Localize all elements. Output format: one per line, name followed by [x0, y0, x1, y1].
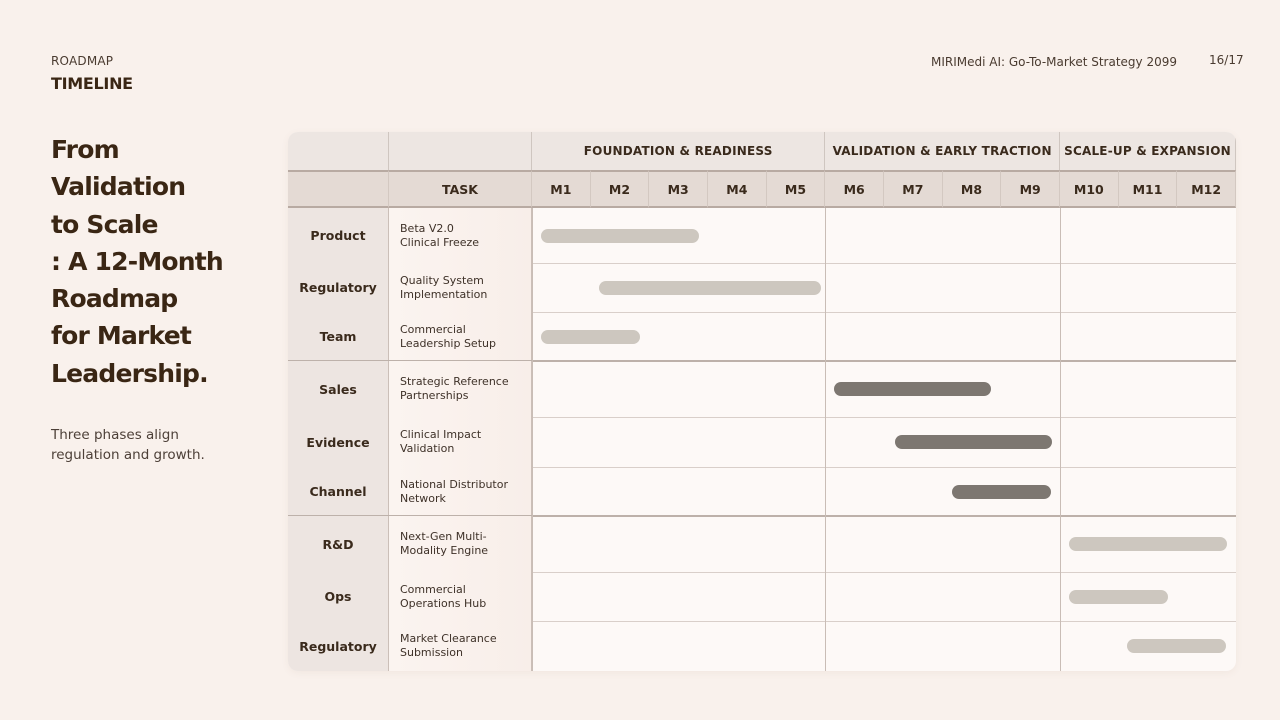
- category-cell: R&D: [288, 516, 389, 572]
- task-cell: [389, 312, 532, 361]
- document-title: MIRIMedi AI: Go-To-Market Strategy 2099: [931, 55, 1177, 69]
- category-cell: Sales: [288, 361, 389, 417]
- task-label: Commercial Operations Hub: [400, 582, 487, 610]
- month-header: M10: [1060, 170, 1119, 208]
- task-cell: [389, 361, 532, 417]
- task-label: Commercial Leadership Setup: [400, 322, 496, 350]
- month-header: M1: [532, 170, 591, 208]
- category-cell: Channel: [288, 467, 389, 516]
- page-number: 16/17: [1209, 53, 1244, 67]
- gantt-bar[interactable]: [541, 229, 699, 243]
- phase-divider: [532, 208, 533, 671]
- headline-line: for Market: [51, 321, 192, 351]
- headline-line: : A 12-Month: [51, 246, 223, 276]
- category-cell: Team: [288, 312, 389, 361]
- task-cell: [389, 467, 532, 516]
- task-cell: [389, 417, 532, 467]
- headline-line: Leadership.: [51, 358, 208, 388]
- task-label: Strategic Reference Partnerships: [400, 375, 509, 402]
- header-blank: [288, 132, 389, 170]
- month-header: M9: [1001, 170, 1060, 208]
- header-blank: [389, 132, 532, 170]
- task-label: National Distributor Network: [400, 477, 509, 505]
- month-header: M5: [767, 170, 826, 208]
- task-label: Market Clearance Submission: [400, 632, 497, 659]
- gantt-bar[interactable]: [834, 382, 991, 396]
- headline-line: Roadmap: [51, 284, 178, 314]
- category-cell: Ops: [288, 572, 389, 621]
- gantt-bar[interactable]: [599, 281, 821, 295]
- task-label: Quality System Implementation: [400, 273, 488, 301]
- phase-divider: [1060, 208, 1061, 671]
- page-headline: [51, 131, 271, 392]
- task-label: Beta V2.0 Clinical Freeze: [400, 221, 480, 249]
- task-column-header: TASK: [389, 170, 532, 208]
- task-cell: [389, 621, 532, 671]
- task-cell: [389, 516, 532, 572]
- phase-header: SCALE-UP & EXPANSION: [1060, 132, 1236, 170]
- month-header: M2: [591, 170, 650, 208]
- gantt-chart: [288, 132, 1236, 671]
- month-header: M6: [825, 170, 884, 208]
- section-title: TIMELINE: [51, 74, 133, 93]
- page-subtitle: Three phases align regulation and growth.: [51, 427, 205, 463]
- month-header: M11: [1119, 170, 1178, 208]
- task-label: Clinical Impact Validation: [400, 428, 482, 455]
- task-label: Next-Gen Multi- Modality Engine: [400, 530, 489, 557]
- task-cell: [389, 572, 532, 621]
- gantt-bar[interactable]: [895, 435, 1052, 449]
- category-column-header: [288, 170, 389, 208]
- gantt-bar[interactable]: [1069, 537, 1227, 551]
- phase-header: FOUNDATION & READINESS: [532, 132, 825, 170]
- month-header: M7: [884, 170, 943, 208]
- phase-divider: [825, 208, 826, 671]
- month-header: M8: [943, 170, 1002, 208]
- category-cell: Product: [288, 208, 389, 263]
- gantt-bar[interactable]: [541, 330, 640, 344]
- gantt-bar[interactable]: [1127, 639, 1226, 653]
- headline-line: From: [51, 135, 119, 164]
- headline-line: to Scale: [51, 209, 158, 239]
- gantt-bar[interactable]: [1069, 590, 1168, 604]
- task-cell: [389, 208, 532, 263]
- phase-header: VALIDATION & EARLY TRACTION: [825, 132, 1060, 170]
- category-cell: Regulatory: [288, 263, 389, 312]
- gantt-bar[interactable]: [952, 485, 1051, 499]
- month-header: M4: [708, 170, 767, 208]
- month-header: M12: [1177, 170, 1236, 208]
- month-header: M3: [649, 170, 708, 208]
- category-cell: Regulatory: [288, 621, 389, 671]
- task-cell: [389, 263, 532, 312]
- eyebrow-label: ROADMAP: [51, 54, 114, 68]
- category-cell: Evidence: [288, 417, 389, 467]
- headline-line: Validation: [51, 172, 186, 202]
